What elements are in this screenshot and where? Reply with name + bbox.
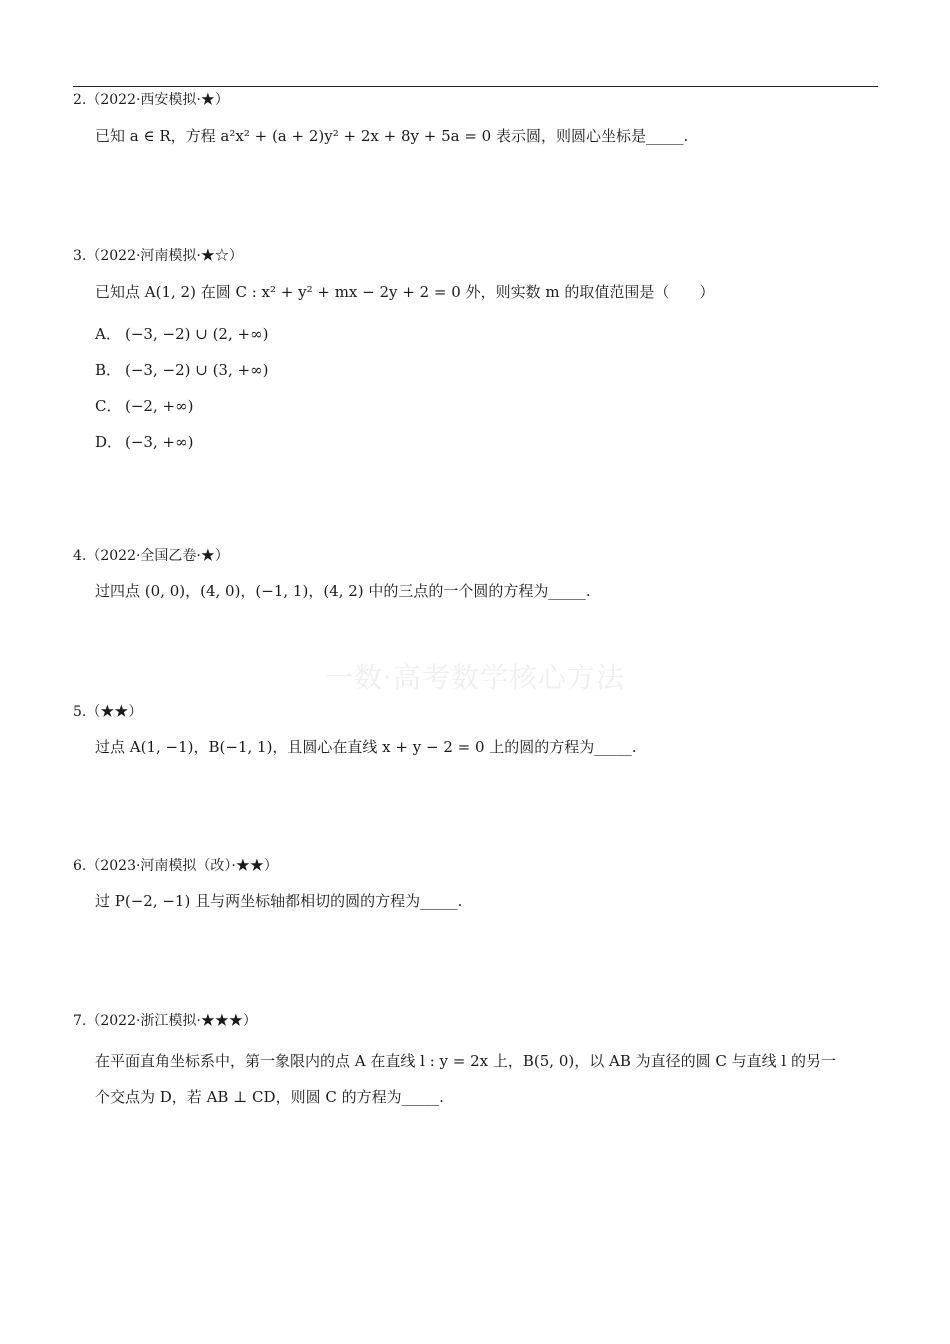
problem-7 xyxy=(73,1011,883,1115)
problem-header: 6.（2023·河南模拟（改）·★★） xyxy=(73,858,278,874)
problem-text xyxy=(95,125,883,146)
option-a[interactable] xyxy=(95,316,883,352)
problem-text xyxy=(95,580,883,601)
option-letter: A． xyxy=(95,325,121,343)
problem-5 xyxy=(73,702,883,757)
problem-text xyxy=(95,1043,883,1115)
option-text: (−3, +∞) xyxy=(125,433,194,451)
option-text: (−3, −2) ∪ (3, +∞) xyxy=(125,361,269,379)
option-text: (−2, +∞) xyxy=(125,397,194,415)
problem-header: 3.（2022·河南模拟·★☆） xyxy=(73,248,243,264)
option-letter: B． xyxy=(95,361,122,379)
problem-header: 2.（2022·西安模拟·★） xyxy=(73,92,229,108)
option-d[interactable] xyxy=(95,424,883,460)
problem-text xyxy=(95,281,883,302)
problem-line: 过四点 (0, 0)，(4, 0)，(−1, 1)，(4, 2) 中的三点的一个圆的方程为_____. xyxy=(95,582,591,600)
option-letter: D． xyxy=(95,433,123,451)
watermark: 一数·高考数学核心方法 xyxy=(325,661,625,694)
problem-text xyxy=(95,736,883,757)
problem-text xyxy=(95,890,883,911)
problem-2 xyxy=(73,90,883,146)
problem-line: 过点 A(1, −1)，B(−1, 1)，且圆心在直线 x + y − 2 = 0 上的圆的方程为_____. xyxy=(95,738,637,756)
option-b[interactable] xyxy=(95,352,883,388)
option-text: (−3, −2) ∪ (2, +∞) xyxy=(125,325,269,343)
problem-line: 过 P(−2, −1) 且与两坐标轴都相切的圆的方程为_____. xyxy=(95,892,463,910)
problem-line: 已知点 A(1, 2) 在圆 C : x² + y² + mx − 2y + 2 = 0 外，则实数 m 的取值范围是（ ） xyxy=(95,283,715,301)
problem-header: 5.（★★） xyxy=(73,704,143,720)
problem-3 xyxy=(73,246,883,460)
options-list xyxy=(73,316,883,460)
problem-header: 4.（2022·全国乙卷·★） xyxy=(73,548,229,564)
problem-4 xyxy=(73,546,883,601)
problem-line: 个交点为 D，若 AB ⊥ CD，则圆 C 的方程为_____. xyxy=(95,1088,444,1106)
option-letter: C． xyxy=(95,397,122,415)
problem-header: 7.（2022·浙江模拟·★★★） xyxy=(73,1013,257,1029)
top-rule xyxy=(73,86,878,87)
problem-6 xyxy=(73,856,883,911)
option-c[interactable] xyxy=(95,388,883,424)
problem-line: 已知 a ∈ R，方程 a²x² + (a + 2)y² + 2x + 8y + 5a = 0 表示圆，则圆心坐标是_____. xyxy=(95,127,689,145)
problem-line: 在平面直角坐标系中，第一象限内的点 A 在直线 l : y = 2x 上，B(5, 0)，以 AB 为直径的圆 C 与直线 l 的另一 xyxy=(95,1052,836,1070)
